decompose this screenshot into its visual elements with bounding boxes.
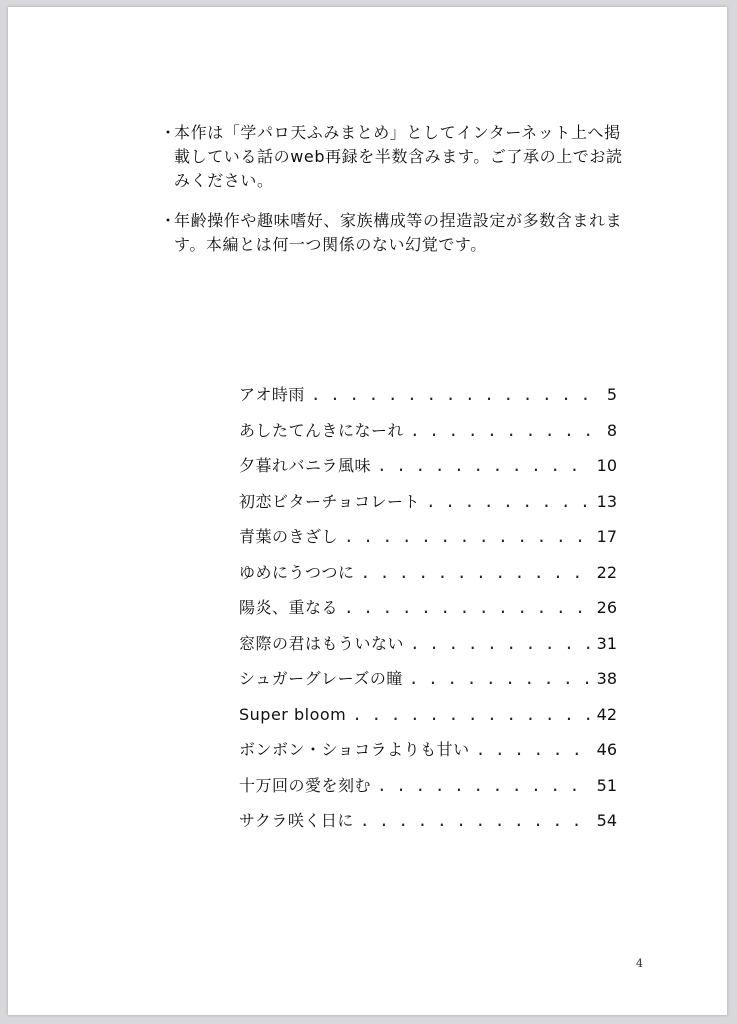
toc-entry-page: 31 (596, 633, 617, 653)
toc-entry-page: 46 (596, 740, 617, 759)
toc-entry-page: 22 (596, 562, 617, 582)
toc-dot-leader (410, 413, 597, 449)
toc-entry-title: アオ時雨 (239, 385, 305, 404)
toc-entry-title: 初恋ビターチョコレート (239, 491, 421, 511)
toc-entry-title: 窓際の君はもういない (239, 633, 405, 653)
toc-entry-title: 十万回の愛を刻む (239, 775, 372, 795)
toc-entry-title: サクラ咲く日に (239, 811, 354, 830)
toc-entry-page: 10 (596, 456, 617, 475)
notes-section (160, 121, 630, 273)
toc-dot-leader (361, 555, 591, 591)
toc-entry-title: Super bloom (239, 704, 347, 724)
toc-entry-page: 5 (606, 385, 617, 404)
toc-entry (239, 519, 617, 555)
toc-entry-title: 夕暮れバニラ風味 (239, 456, 372, 475)
toc-dot-leader (409, 661, 591, 697)
toc-entry (239, 590, 617, 626)
page-number: 4 (636, 957, 643, 970)
toc-entry-title: シュガーグレーズの瞳 (239, 669, 403, 688)
toc-entry-page: 42 (596, 704, 617, 724)
toc-entry-page: 54 (596, 811, 617, 830)
toc-entry (239, 377, 617, 413)
toc-dot-leader (377, 768, 591, 804)
toc-entry-page: 8 (606, 420, 617, 440)
toc-entry-page: 17 (596, 527, 617, 546)
toc-dot-leader (344, 519, 591, 555)
toc-entry-page: 51 (596, 775, 617, 795)
toc-entry (239, 484, 617, 520)
toc-dot-leader (426, 484, 591, 520)
toc-entry-title: ゆめにうつつに (239, 562, 355, 582)
toc-entry (239, 555, 617, 591)
note-bullet: ・ (160, 123, 177, 142)
toc-dot-leader (476, 732, 591, 768)
note-bullet: ・ (160, 211, 177, 230)
toc-entry-title: 陽炎、重なる (239, 598, 339, 617)
toc-entry (239, 626, 617, 662)
note-item (160, 121, 630, 193)
toc-dot-leader (410, 626, 591, 662)
toc-dot-leader (377, 448, 591, 484)
toc-entry (239, 768, 617, 804)
document-page (8, 7, 727, 1015)
toc-entry-page: 13 (596, 491, 617, 511)
toc-dot-leader (344, 590, 591, 626)
toc-entry-title: あしたてんきになーれ (239, 420, 405, 440)
toc-entry-title: ボンボン・ショコラよりも甘い (239, 740, 470, 759)
toc-entry (239, 803, 617, 839)
toc-dot-leader (360, 803, 591, 839)
toc-entry (239, 448, 617, 484)
note-text: 年齢操作や趣味嗜好、家族構成等の捏造設定が多数含まれます。本編とは何一つ関係のない幻覚です。 (174, 211, 623, 254)
note-text: 本作は「学パロ天ふみまとめ」としてインターネット上へ掲載している話のweb再録を半数含みます。ご了承の上でお読みください。 (174, 123, 623, 190)
toc-entry-page: 38 (596, 669, 617, 688)
toc-entry (239, 413, 617, 449)
toc-dot-leader (311, 377, 597, 413)
toc-entry-title: 青葉のきざし (239, 527, 339, 546)
toc-dot-leader (352, 697, 590, 733)
note-item (160, 209, 630, 257)
toc-entry (239, 697, 617, 733)
toc-entry (239, 732, 617, 768)
toc-entry-page: 26 (596, 598, 617, 617)
table-of-contents (239, 377, 617, 839)
toc-entry (239, 661, 617, 697)
